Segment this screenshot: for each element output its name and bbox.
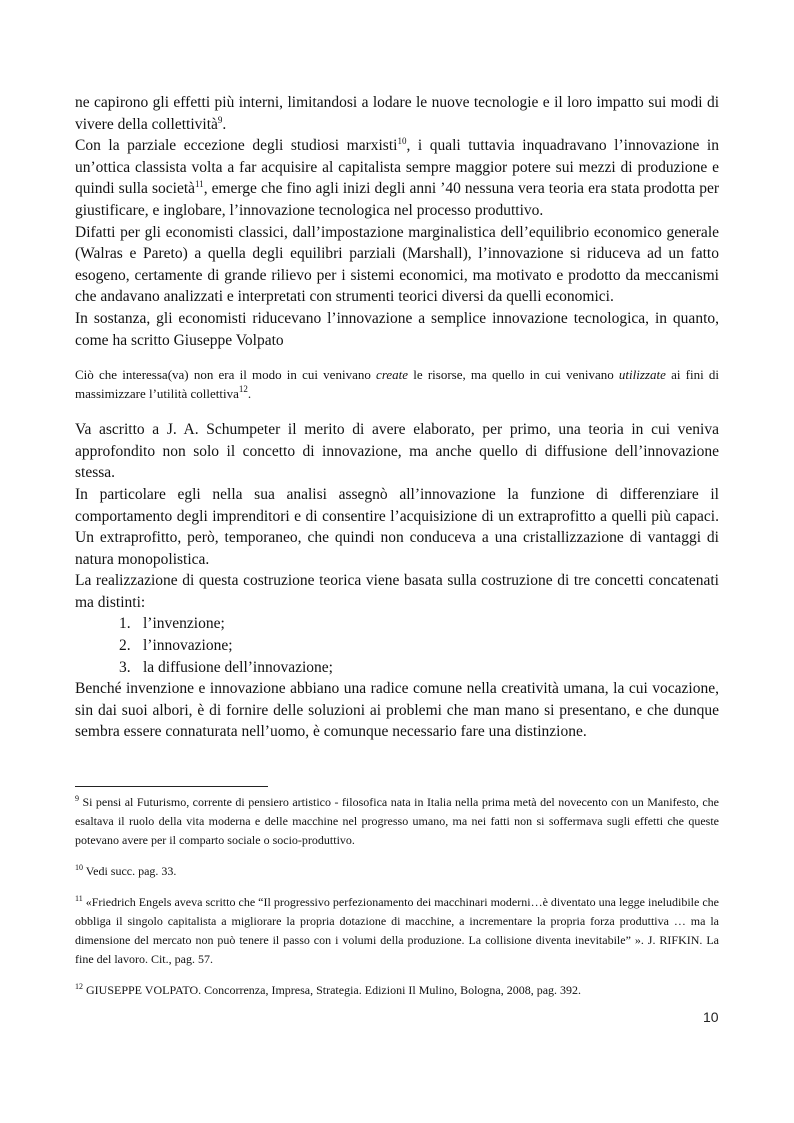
list-item-text: l’invenzione; <box>143 615 225 633</box>
paragraph-8: Benché invenzione e innovazione abbiano una radice comune nella creatività umana, la cui vocazione, sin dai suoi albori, è di fornire delle soluzioni ai problemi che man mano si presentano, e che dunque sembra essere connaturata nell’uomo, è comunque necessario fare una distinzione. <box>75 680 719 741</box>
footnote-text: «Friedrich Engels aveva scritto che “Il progressivo perfezionamento dei macchinari moderni…è diventato una legge ineludibile che obbliga il singolo capitalista a migliorare la propria dotazione di macchine, a incrementare la propria forza produttiva … ma la dimensione del mercato non può tenere il passo con i volumi della produzione. La collisione diventa inevitabile” ». J. RIFKIN. La fine del lavoro. Cit., pag. 57. <box>75 895 719 966</box>
list-item-number: 1. <box>119 615 131 633</box>
footnote-number: 11 <box>75 894 83 903</box>
footnote-text: Vedi succ. pag. 33. <box>83 864 177 878</box>
quote-text-c: ai fini di massimizzare l’utilità collettiva <box>75 367 720 402</box>
paragraph-4: In sostanza, gli economisti riducevano l’innovazione a semplice innovazione tecnologica, in quanto, come ha scritto Giuseppe Volpato <box>75 309 719 349</box>
paragraph-2-text-c: , emerge che fino agli inizi degli anni ’40 nessuna vera teoria era stata prodotta per giustificare, e inglobare, l’innovazione tecnologica nel processo produttivo. <box>75 180 719 219</box>
list-item-text: l’innovazione; <box>143 637 233 655</box>
footnote-number: 9 <box>75 794 79 803</box>
concepts-list <box>75 613 719 678</box>
paragraph-6: In particolare egli nella sua analisi assegnò all’innovazione la funzione di differenziare il comportamento degli imprenditori e di consentire l’acquisizione di un extraprofitto a quelli più capaci. Un extraprofitto, però, temporaneo, che quindi non conduceva a una cristallizzazione di vantaggi di natura monopolistica. <box>75 485 719 568</box>
list-item <box>119 657 719 679</box>
paragraph-3: Difatti per gli economisti classici, dall’impostazione marginalistica dell’equilibrio economico generale (Walras e Pareto) a quella degli equilibri parziali (Marshall), l’innovazione si riduceva ad un fatto esogeno, certamente di grande rilievo per i sistemi economici, ma motivato e prodotto da meccanismi che andavano analizzati e interpretati con strumenti teorici diversi da quelli economici. <box>75 223 719 306</box>
list-item-text: la diffusione dell’innovazione; <box>143 658 333 676</box>
paragraph-2-text-a: Con la parziale eccezione degli studiosi marxisti <box>75 137 398 155</box>
paragraph-1-text: ne capirono gli effetti più interni, limitandosi a lodare le nuove tecnologie e il loro impatto sui modi di vivere della collettività <box>75 94 719 133</box>
footnote-separator <box>75 786 268 787</box>
paragraph-2-text-b: , i quali tuttavia inquadravano l’innovazione in un’ottica classista volta a far acquisire al capitalista sempre maggior potere sui mezzi di produzione e quindi sulla società <box>75 137 719 198</box>
footnote-number: 10 <box>75 863 83 872</box>
footnote-12 <box>75 981 719 1000</box>
list-item-number: 3. <box>119 658 131 676</box>
footnote-ref-9[interactable]: 9 <box>217 114 223 125</box>
quote-text-a: Ciò che interessa(va) non era il modo in cui venivano <box>75 367 377 383</box>
footnote-text: Si pensi al Futurismo, corrente di pensiero artistico - filosofica nata in Italia nella prima metà del novecento con un Manifesto, che esaltava il ruolo della vita moderna e delle macchine nel progresso umano, ma nei fatti non si soffermava sugli effetti che queste potevano avere per il comparto sociale o socio-produttivo. <box>75 795 719 847</box>
quote-emphasis-2: utilizzate <box>618 367 666 383</box>
footnote-ref-11[interactable]: 11 <box>195 179 204 190</box>
list-item <box>119 635 719 657</box>
footnote-9 <box>75 793 719 850</box>
footnote-text: GIUSEPPE VOLPATO. Concorrenza, Impresa, Strategia. Edizioni Il Mulino, Bologna, 2008, pag. 392. <box>83 983 582 997</box>
list-item <box>119 613 719 635</box>
list-item-number: 2. <box>119 637 131 655</box>
quote-end: . <box>247 386 252 402</box>
paragraph-5: Va ascritto a J. A. Schumpeter il merito di avere elaborato, per primo, una teoria in cui veniva approfondito non solo il concetto di innovazione, ma anche quello di diffusione dell’innovazione stessa. <box>75 421 719 482</box>
page-number: 10 <box>703 1009 719 1025</box>
footnote-ref-12[interactable]: 12 <box>238 384 248 395</box>
footnotes <box>75 793 719 1012</box>
page-body <box>75 92 719 743</box>
quote-text-b: le risorse, ma quello in cui venivano <box>408 367 619 383</box>
footnote-number: 12 <box>75 982 83 991</box>
quote-emphasis-1: create <box>376 367 409 383</box>
footnote-10 <box>75 862 719 881</box>
paragraph-1-end: . <box>222 115 227 133</box>
paragraph-7: La realizzazione di questa costruzione teorica viene basata sulla costruzione di tre concetti concatenati ma distinti: <box>75 572 719 611</box>
footnote-11 <box>75 893 719 969</box>
paragraph-2 <box>75 135 719 221</box>
block-quote <box>75 365 719 403</box>
paragraph-1 <box>75 92 719 135</box>
footnote-ref-10[interactable]: 10 <box>397 136 407 147</box>
